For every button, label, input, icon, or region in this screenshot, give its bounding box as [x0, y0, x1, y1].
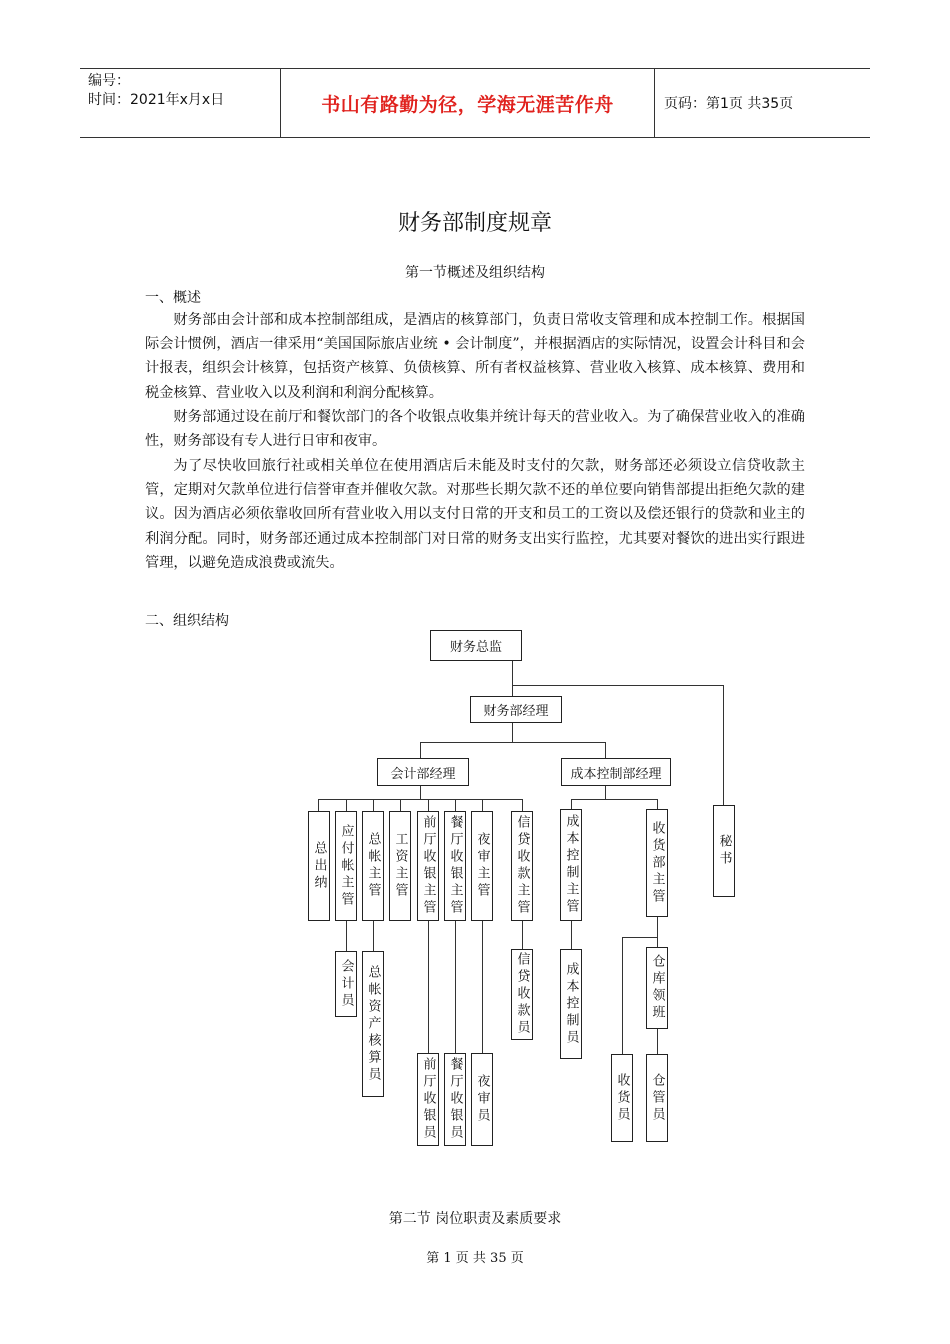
number-label: 编号：	[88, 73, 130, 89]
connector	[318, 799, 319, 811]
heading-org-structure: 二、组织结构	[145, 613, 229, 629]
header-page-cell	[655, 69, 870, 137]
node-receiving-clerk: 收货员	[611, 1054, 633, 1142]
node-fb-cashier: 餐厅收银员	[444, 1053, 466, 1146]
connector	[512, 685, 724, 686]
node-credit-supervisor: 信贷收款主管	[511, 811, 533, 921]
connector	[622, 937, 623, 1054]
page-footer: 第 1 页 共 35 页	[426, 1251, 524, 1266]
node-night-audit-supervisor: 夜审主管	[471, 811, 493, 921]
connector	[522, 921, 523, 949]
node-credit-clerk: 信贷收款员	[511, 949, 533, 1040]
node-fb-cashier-supervisor: 餐厅收银主管	[444, 811, 466, 921]
node-asset-accountant: 总帐资产核算员	[362, 951, 384, 1097]
connector	[657, 917, 658, 947]
node-receiving-supervisor: 收货部主管	[646, 809, 668, 917]
header-meta	[80, 69, 281, 137]
org-chart	[300, 624, 750, 1154]
node-secretary: 秘书	[713, 805, 735, 897]
connector	[428, 799, 429, 811]
connector	[571, 921, 572, 949]
node-fo-cashier-supervisor: 前厅收银主管	[417, 811, 439, 921]
node-cost-control-manager: 成本控制部经理	[561, 758, 671, 786]
page-info: 页码：第1页 共35页	[664, 96, 794, 112]
node-payroll-supervisor: 工资主管	[389, 811, 411, 921]
connector	[455, 799, 456, 811]
connector	[512, 722, 513, 742]
connector	[346, 799, 347, 811]
connector	[482, 799, 483, 811]
connector	[428, 921, 429, 1053]
connector	[373, 921, 374, 951]
header-motto-cell	[281, 69, 655, 137]
connector	[622, 937, 657, 938]
node-accounting-manager: 会计部经理	[377, 758, 469, 786]
node-cost-controller: 成本控制员	[560, 949, 582, 1059]
document-title: 财务部制度规章	[397, 211, 552, 236]
paragraph-1: 财务部由会计部和成本控制部组成，是酒店的核算部门，负责日常收支管理和成本控制工作。根据国际会计惯例，酒店一律采用“美国国际旅店业统 • 会计制度”，并根据酒店的实际情况，设置会计科目和会计报表，组织会计核算，包括资产核算、负债核算、所有者权益核算、营业收入核算、成本核算、费用和税金核算、营业收入以及利润和利润分配核算。	[145, 312, 805, 401]
connector	[723, 685, 724, 805]
node-cashier: 总出纳	[308, 811, 330, 921]
connector	[605, 742, 606, 758]
connector	[420, 742, 421, 758]
node-accountant: 会计员	[335, 951, 357, 1017]
connector	[420, 785, 421, 799]
node-director: 财务总监	[430, 630, 522, 661]
connector	[605, 785, 606, 799]
connector	[318, 799, 523, 800]
paragraph-2: 财务部通过设在前厅和餐饮部门的各个收银点收集并统计每天的营业收入。为了确保营业收入的准确性，财务部设有专人进行日审和夜审。	[145, 409, 805, 450]
header-table	[80, 68, 870, 138]
section2-title: 第二节 岗位职责及素质要求	[388, 1211, 562, 1227]
connector	[571, 799, 572, 809]
node-manager: 财务部经理	[470, 696, 562, 723]
node-storekeeper: 仓管员	[646, 1054, 668, 1142]
connector	[657, 1029, 658, 1054]
connector	[373, 799, 374, 811]
section1-title: 第一节概述及组织结构	[405, 265, 545, 281]
node-fo-cashier: 前厅收银员	[417, 1053, 439, 1146]
motto: 书山有路勤为径，学海无涯苦作舟	[321, 93, 614, 116]
connector	[400, 799, 401, 811]
heading-overview: 一、概述	[145, 290, 201, 306]
connector	[420, 742, 605, 743]
node-store-lead: 仓库领班	[646, 947, 668, 1029]
connector	[522, 799, 523, 811]
paragraph-3: 为了尽快收回旅行社或相关单位在使用酒店后未能及时支付的欠款，财务部还必须设立信贷收款主管，定期对欠款单位进行信誉审查并催收欠款。对那些长期欠款不还的单位要向销售部提出拒绝欠款的建议。因为酒店必须依靠收回所有营业收入用以支付日常的开支和员工的工资以及偿还银行的贷款和业主的利润分配。同时，财务部还通过成本控制部门对日常的财务支出实行监控，尤其要对餐饮的进出实行跟进管理，以避免造成浪费或流失。	[145, 458, 805, 571]
connector	[571, 799, 657, 800]
date-label: 时间：2021年x月x日	[88, 92, 225, 108]
node-cost-control-supervisor: 成本控制主管	[560, 809, 582, 921]
node-night-auditor: 夜审员	[471, 1053, 493, 1146]
connector	[346, 921, 347, 951]
node-gl-supervisor: 总帐主管	[362, 811, 384, 921]
connector	[482, 921, 483, 1053]
node-ap-supervisor: 应付帐主管	[335, 811, 357, 921]
connector	[455, 921, 456, 1053]
connector	[657, 799, 658, 809]
